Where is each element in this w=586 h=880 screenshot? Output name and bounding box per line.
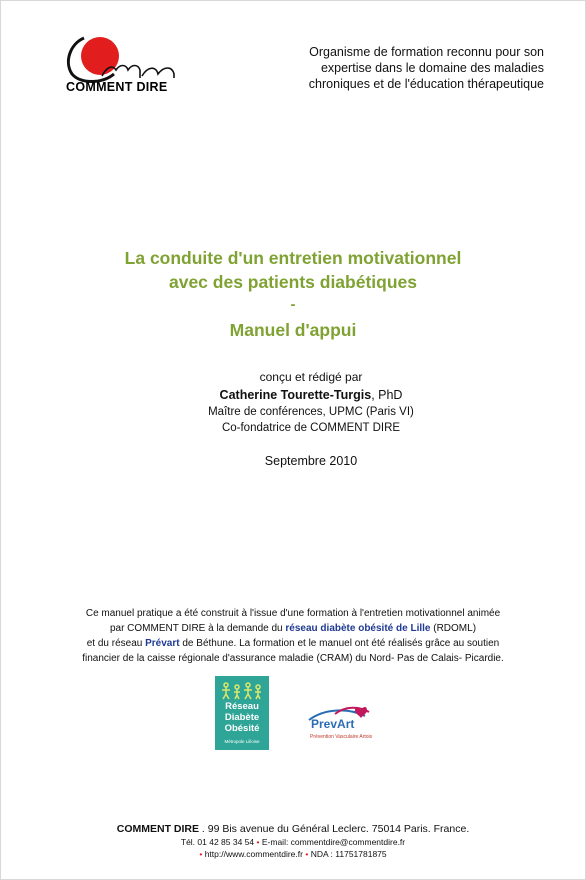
footer-web: • http://www.commentdire.fr • NDA : 11751781875: [199, 849, 387, 859]
rdo-line: Réseau: [225, 701, 259, 712]
author-degree: , PhD: [371, 388, 403, 402]
author-role-2: Co-fondatrice de COMMENT DIRE: [221, 422, 401, 434]
note-text: de Béthune. La formation et le manuel ont été réalisés grâce au soutien: [179, 638, 500, 649]
document-title-line-2: avec des patients diabétiques: [168, 272, 417, 292]
funding-note: [0, 606, 586, 666]
rdoml-link: réseau diabète obésité de Lille: [285, 623, 431, 634]
note-text: par COMMENT DIRE à la demande du: [109, 623, 286, 634]
rdo-line: Obésité: [224, 723, 260, 734]
logo-wordmark: COMMENT DIRE: [66, 80, 168, 94]
rdo-logo: [215, 676, 269, 750]
organisation-tagline: [294, 44, 544, 92]
tagline-line: expertise dans le domaine des maladies: [320, 61, 544, 75]
author-name-line: [18, 388, 586, 402]
note-line: [0, 621, 586, 636]
footer-address-text: . 99 Bis avenue du Général Leclerc. 75014 Paris. France.: [199, 823, 470, 835]
footer-tel: Tél. 01 42 85 34 54: [180, 837, 255, 847]
prevart-subtitle: Prévention Vasculaire Artois: [310, 734, 373, 740]
footer-contact: Tél. 01 42 85 34 54 • E-mail: commentdire@commentdire.fr: [180, 837, 406, 847]
title-separator: -: [290, 296, 296, 313]
note-text: et du réseau: [86, 638, 146, 649]
author-intro: conçu et rédigé par: [259, 370, 363, 384]
footer-nda: NDA : 11751781875: [310, 849, 387, 859]
footer-brand: COMMENT DIRE: [116, 823, 199, 835]
author-name: Catherine Tourette-Turgis: [219, 388, 372, 402]
tagline-line: chroniques et de l'éducation thérapeutique: [308, 77, 544, 91]
rdo-line: Diabète: [224, 712, 260, 723]
note-line: [0, 636, 586, 651]
footer-website[interactable]: http://www.commentdire.fr: [204, 849, 303, 859]
prevart-name: PrevArt: [311, 717, 355, 731]
prevart-link: Prévart: [145, 638, 180, 649]
rdo-subtitle: Métropole Lilloise: [224, 739, 260, 744]
document-title-line-1: La conduite d'un entretien motivationnel: [124, 248, 462, 268]
footer-address: [0, 823, 586, 835]
tagline-line: Organisme de formation reconnu pour son: [309, 45, 544, 59]
note-text: (RDOML): [430, 623, 477, 634]
publication-date: Septembre 2010: [264, 454, 358, 468]
people-icon: [221, 682, 263, 700]
footer-email[interactable]: E-mail: commentdire@commentdire.fr: [261, 837, 406, 847]
note-line: financier de la caisse régionale d'assurance maladie (CRAM) du Nord- Pas de Calais- Picardie.: [82, 653, 504, 664]
note-line: Ce manuel pratique a été construit à l'issue d'une formation à l'entretien motivationnel animée: [85, 608, 501, 619]
document-subtitle: Manuel d'appui: [229, 320, 357, 340]
author-role-1: Maître de conférences, UPMC (Paris VI): [208, 406, 414, 418]
